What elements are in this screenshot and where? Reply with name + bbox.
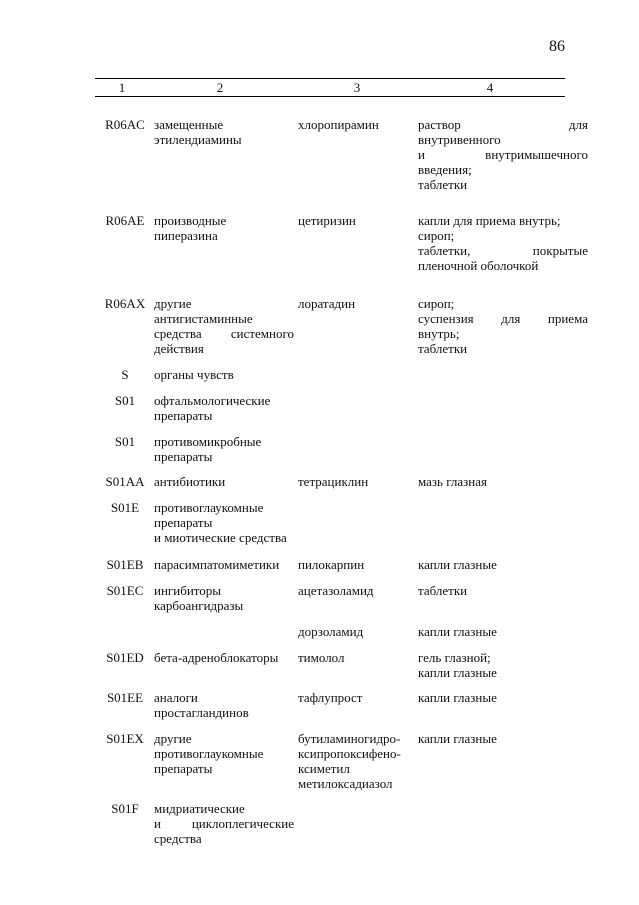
text-line: хлоропирамин xyxy=(298,117,379,132)
dosage-form xyxy=(418,650,588,680)
text-line: препараты xyxy=(154,408,213,423)
drug-name xyxy=(298,557,413,572)
text-line: противоглаукомные xyxy=(154,746,264,761)
text-line: таблетки xyxy=(418,341,468,356)
dosage-form xyxy=(418,296,588,356)
text-line: раствор для xyxy=(418,117,588,132)
atc-code: S01 xyxy=(114,434,136,449)
atc-code: R06AC xyxy=(105,117,145,132)
text-line: противомикробные xyxy=(154,434,262,449)
text-line: тимолол xyxy=(298,650,345,665)
drug-name xyxy=(298,624,413,639)
dosage-form xyxy=(418,213,588,273)
text-line: лоратадин xyxy=(298,296,356,311)
text-line: внутрь; xyxy=(418,326,460,341)
text-line: другие xyxy=(154,731,192,746)
text-line: капли глазные xyxy=(418,690,497,705)
dosage-form xyxy=(418,690,588,705)
drug-name xyxy=(298,296,413,311)
group-description xyxy=(154,474,294,489)
text-line: мидриатические xyxy=(154,801,245,816)
text-line: антигистаминные xyxy=(154,311,253,326)
text-line: мазь глазная xyxy=(418,474,487,489)
drug-name xyxy=(298,690,413,705)
dosage-form xyxy=(418,624,588,639)
column-header-2: 2 xyxy=(216,80,224,95)
text-line: пленочной оболочкой xyxy=(418,258,539,273)
text-line: другие xyxy=(154,296,192,311)
column-header-4: 4 xyxy=(486,80,494,95)
text-line: метилоксадиазол xyxy=(298,776,393,791)
text-line: капли для приема внутрь; xyxy=(418,213,561,228)
text-line: капли глазные xyxy=(418,557,497,572)
column-header-1: 1 xyxy=(118,80,126,95)
text-line: введения; xyxy=(418,162,472,177)
text-line: таблетки xyxy=(418,583,468,598)
text-line: внутривенного xyxy=(418,132,501,147)
text-line: препараты xyxy=(154,449,213,464)
text-line: капли глазные xyxy=(418,731,497,746)
drug-name xyxy=(298,650,413,665)
atc-code: S01F xyxy=(111,801,139,816)
text-line: цетиризин xyxy=(298,213,356,228)
column-header-row xyxy=(95,78,565,97)
group-description xyxy=(154,557,294,572)
dosage-form xyxy=(418,731,588,746)
group-description xyxy=(154,801,294,846)
group-description xyxy=(154,213,294,243)
text-line: средства системного xyxy=(154,326,294,341)
text-line: карбоангидразы xyxy=(154,598,244,613)
text-line: бета-адреноблокаторы xyxy=(154,650,279,665)
group-description xyxy=(154,296,294,356)
text-line: простагландинов xyxy=(154,705,249,720)
text-line: препараты xyxy=(154,515,213,530)
atc-code: S01EB xyxy=(106,557,144,572)
atc-code: S01ED xyxy=(106,650,144,665)
text-line: таблетки, покрытые xyxy=(418,243,588,258)
text-line: препараты xyxy=(154,761,213,776)
text-line: суспензия для приема xyxy=(418,311,588,326)
drug-name xyxy=(298,474,413,489)
text-line: ксиметил xyxy=(298,761,350,776)
text-line: бутиламиногидро- xyxy=(298,731,401,746)
text-line: офтальмологические xyxy=(154,393,271,408)
text-line: тафлупрост xyxy=(298,690,363,705)
atc-code: S01 xyxy=(114,393,136,408)
group-description xyxy=(154,393,294,423)
group-description xyxy=(154,434,294,464)
group-description xyxy=(154,500,294,545)
text-line: капли глазные xyxy=(418,624,497,639)
text-line: противоглаукомные xyxy=(154,500,264,515)
drug-name xyxy=(298,117,413,132)
text-line: действия xyxy=(154,341,204,356)
text-line: ингибиторы xyxy=(154,583,222,598)
text-line: и миотические средства xyxy=(154,530,287,545)
column-header-3: 3 xyxy=(353,80,361,95)
page-number: 86 xyxy=(549,38,565,55)
group-description xyxy=(154,690,294,720)
text-line: замещенные xyxy=(154,117,224,132)
text-line: этилендиамины xyxy=(154,132,242,147)
atc-code: S01EX xyxy=(106,731,144,746)
atc-code: R06AE xyxy=(105,213,145,228)
text-line: пилокарпин xyxy=(298,557,365,572)
atc-code: R06AX xyxy=(104,296,146,311)
text-line: органы чувств xyxy=(154,367,234,382)
atc-code: S01EC xyxy=(106,583,144,598)
dosage-form xyxy=(418,474,588,489)
text-line: ксипропоксифено- xyxy=(298,746,401,761)
atc-code: S xyxy=(121,367,129,382)
dosage-form xyxy=(418,117,588,192)
text-line: гель глазной; xyxy=(418,650,491,665)
text-line: сироп; xyxy=(418,296,455,311)
group-description xyxy=(154,650,294,665)
text-line: и циклоплегические xyxy=(154,816,294,831)
text-line: сироп; xyxy=(418,228,455,243)
text-line: парасимпатомиметики xyxy=(154,557,280,572)
text-line: антибиотики xyxy=(154,474,226,489)
text-line: ацетазоламид xyxy=(298,583,374,598)
atc-code: S01AA xyxy=(105,474,145,489)
text-line: аналоги xyxy=(154,690,198,705)
text-line: средства xyxy=(154,831,202,846)
text-line: пиперазина xyxy=(154,228,218,243)
group-description xyxy=(154,731,294,776)
text-line: производные xyxy=(154,213,227,228)
text-line: таблетки xyxy=(418,177,468,192)
atc-code: S01EE xyxy=(106,690,144,705)
text-line: дорзоламид xyxy=(298,624,364,639)
drug-name xyxy=(298,213,413,228)
dosage-form xyxy=(418,583,588,598)
group-description xyxy=(154,367,294,382)
dosage-form xyxy=(418,557,588,572)
drug-name xyxy=(298,583,413,598)
group-description xyxy=(154,117,294,147)
atc-code: S01E xyxy=(110,500,140,515)
group-description xyxy=(154,583,294,613)
text-line: капли глазные xyxy=(418,665,497,680)
text-line: и внутримышечного xyxy=(418,147,588,162)
drug-name xyxy=(298,731,413,791)
text-line: тетрациклин xyxy=(298,474,369,489)
